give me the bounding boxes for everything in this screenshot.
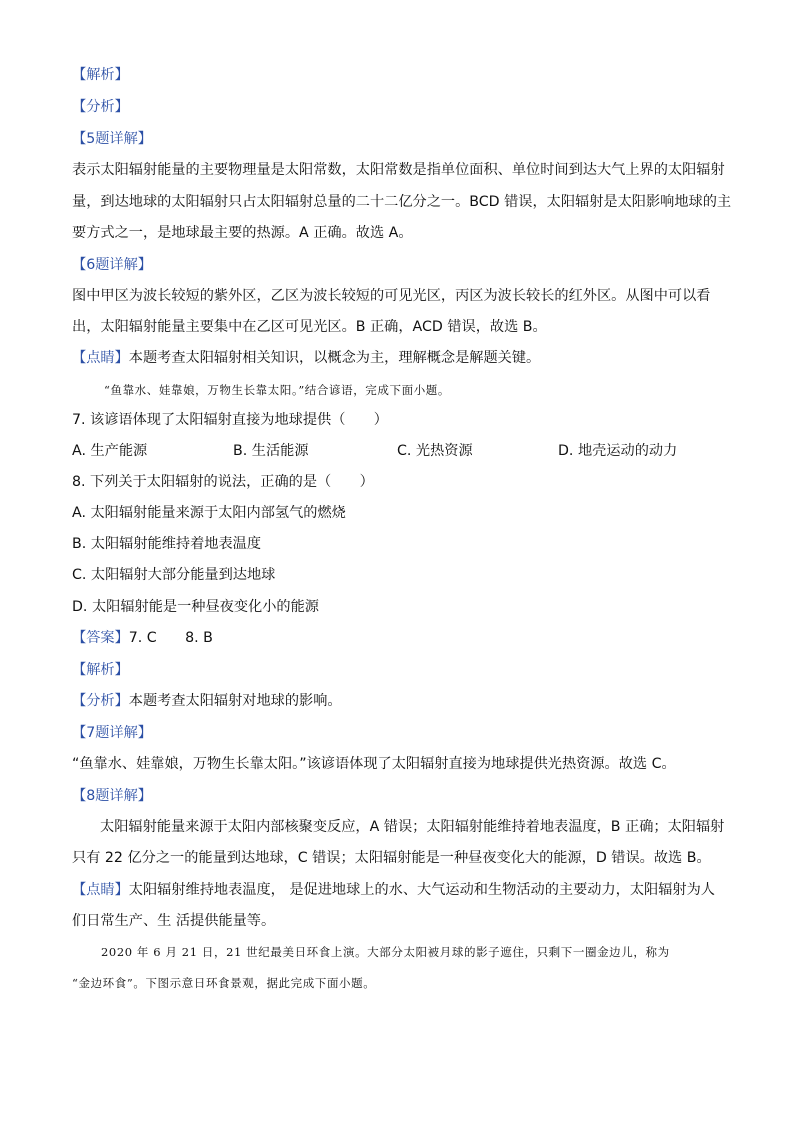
fenxi-label: 【分析】 <box>72 693 129 709</box>
dianjing-note-2-cont: 们日常生产、生 活提供能量等。 <box>72 913 276 929</box>
fenxi-text: 本题考查太阳辐射对地球的影响。 <box>128 693 342 709</box>
dianjing-text: 本题考查太阳辐射相关知识，以概念为主，理解概念是解题关键。 <box>128 350 541 366</box>
q7-option-c: C. 光热资源 <box>397 443 473 459</box>
dianjing-label-2: 【点睛】 <box>72 882 129 898</box>
q8-detail-line-1: 太阳辐射能量来源于太阳内部核聚变反应，A 错误；太阳辐射能维持着地表温度，B 正确；太阳辐射 <box>100 819 725 835</box>
q6-detail-line-1: 图中甲区为波长较短的紫外区，乙区为波长较短的可见光区，丙区为波长较长的红外区。从图中可以看 <box>72 288 711 304</box>
q8-option-b: B. 太阳辐射能维持着地表温度 <box>72 536 262 552</box>
section-analysis-label: 【解析】 <box>72 67 129 83</box>
dianjing-text-2: 太阳辐射维持地表温度， 是促进地球上的水、大气运动和生物活动的主要动力，太阳辐射为人 <box>128 882 715 898</box>
section-fenxi-label: 【分析】 <box>72 99 129 115</box>
q7-detail-line-1: “鱼靠水、娃靠娘，万物生长靠太阳。”该谚语体现了太阳辐射直接为地球提供光热资源。故选 C。 <box>72 756 676 772</box>
proverb-intro: “鱼靠水、娃靠娘，万物生长靠太阳。”结合谚语，完成下面小题。 <box>104 383 451 397</box>
q5-detail-line-1: 表示太阳辐射能量的主要物理量是太阳常数，太阳常数是指单位面积、单位时间到达大气上界的太阳辐射 <box>72 162 725 178</box>
q8-option-d: D. 太阳辐射能是一种昼夜变化小的能源 <box>72 599 319 615</box>
eclipse-intro-line-2: “金边环食”。下图示意日环食景观，据此完成下面小题。 <box>72 976 376 990</box>
dianjing-label: 【点睛】 <box>72 350 129 366</box>
q8-option-a: A. 太阳辐射能量来源于太阳内部氢气的燃烧 <box>72 505 346 521</box>
dianjing-note-2 <box>72 880 715 900</box>
fenxi-line <box>72 691 342 711</box>
q8-option-c: C. 太阳辐射大部分能量到达地球 <box>72 567 276 583</box>
answer-text: 7. C 8. B <box>128 630 213 646</box>
question-8: 8. 下列关于太阳辐射的说法，正确的是（ ） <box>72 474 374 490</box>
q8-detail-heading: 【8题详解】 <box>72 788 152 804</box>
q5-detail-heading: 【5题详解】 <box>72 131 152 147</box>
answer-line <box>72 628 213 648</box>
q8-detail-line-2: 只有 22 亿分之一的能量到达地球，C 错误；太阳辐射能是一种昼夜变化大的能源，D 错误。故选 B。 <box>72 850 711 866</box>
question-7: 7. 该谚语体现了太阳辐射直接为地球提供（ ） <box>72 412 388 428</box>
q6-detail-heading: 【6题详解】 <box>72 257 152 273</box>
q7-option-d: D. 地壳运动的动力 <box>558 443 678 459</box>
section-analysis-label-2: 【解析】 <box>72 662 129 678</box>
answer-label: 【答案】 <box>72 630 129 646</box>
dianjing-note-1 <box>72 348 540 368</box>
q5-detail-line-2: 量，到达地球的太阳辐射只占太阳辐射总量的二十二亿分之一。BCD 错误，太阳辐射是太阳影响地球的主 <box>72 194 732 210</box>
eclipse-intro-line-1: 2020 年 6 月 21 日，21 世纪最美日环食上演。大部分太阳被月球的影子遮住，只剩下一圈金边儿，称为 <box>101 945 670 959</box>
q7-option-a: A. 生产能源 <box>72 443 148 459</box>
q5-detail-line-3: 要方式之一，是地球最主要的热源。A 正确。故选 A。 <box>72 225 413 241</box>
q6-detail-line-2: 出，太阳辐射能量主要集中在乙区可见光区。B 正确，ACD 错误，故选 B。 <box>72 319 547 335</box>
q7-option-b: B. 生活能源 <box>233 443 309 459</box>
q7-detail-heading: 【7题详解】 <box>72 725 152 741</box>
